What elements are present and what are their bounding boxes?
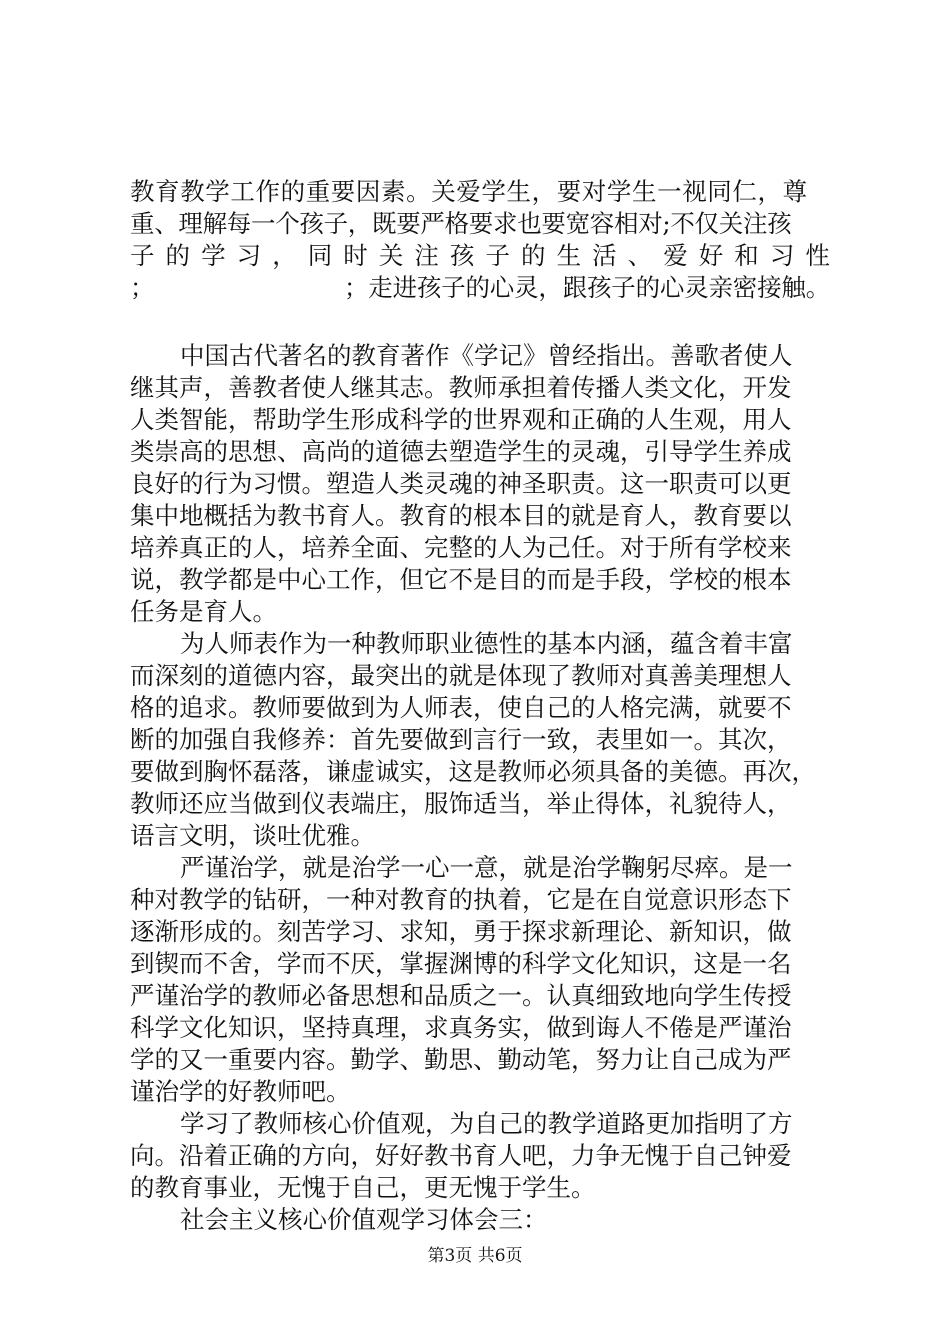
paragraph-line	[130, 208, 830, 240]
line-char: 习	[769, 241, 795, 270]
line-text: 类崇高的思想、高尚的道德去塑造学生的灵魂，引导学生养成	[130, 437, 792, 466]
line-text: 人类智能，帮助学生形成科学的世界观和正确的人生观，用人	[130, 405, 792, 434]
paragraph-line	[130, 724, 830, 756]
line-text: 为人师表作为一种教师职业德性的基本内涵，蕴含着丰富	[180, 629, 793, 658]
paragraph-6	[130, 1204, 830, 1236]
paragraph-line	[130, 564, 830, 596]
paragraph-line	[130, 340, 830, 372]
paragraph-line	[130, 176, 830, 208]
line-char: 习	[236, 241, 262, 270]
paragraph-line	[130, 948, 830, 980]
line-text: 谨治学的好教师吧。	[130, 1077, 351, 1106]
line-text: 严谨治学，就是治学一心一意，就是治学鞠躬尽瘁。是一	[180, 853, 793, 882]
line-text: 断的加强自我修养：首先要做到言行一致，表里如一。其次，	[130, 725, 792, 754]
line-text: 严谨治学的教师必备思想和品质之一。认真细致地向学生传授	[130, 981, 792, 1010]
paragraph-line	[130, 500, 830, 532]
paragraph-line	[130, 820, 830, 852]
line-char: 活	[592, 241, 617, 270]
line-text: 继其声，善教者使人继其志。教师承担着传播人类文化，开发	[130, 373, 792, 402]
paragraph-line	[130, 628, 830, 660]
line-text: 中国古代著名的教育著作《学记》曾经指出。善歌者使人	[180, 341, 793, 370]
paragraph-3	[130, 628, 830, 852]
line-text: 学的又一重要内容。勤学、勤思、勤动笔，努力让自己成为严	[130, 1045, 792, 1074]
line-char: 的	[521, 241, 546, 270]
line-text: 语言文明，谈吐优雅。	[130, 821, 375, 850]
line-text: 社会主义核心价值观学习体会三：	[180, 1205, 548, 1234]
line-text: 而深刻的道德内容，最突出的就是体现了教师对真善美理想人	[130, 661, 792, 690]
line-char: 生	[556, 241, 582, 270]
line-text: 集中地概括为教书育人。教育的根本目的就是育人，教育要以	[130, 501, 792, 530]
line-char: 、	[627, 241, 653, 270]
line-char: 好	[698, 241, 724, 270]
line-text: 要做到胸怀磊落，谦虚诚实，这是教师必须具备的美德。再次，	[130, 757, 816, 786]
line-char: 的	[165, 241, 191, 270]
line-char: 子	[485, 241, 510, 270]
paragraph-line	[130, 1108, 830, 1140]
line-text: 培养真正的人，培养全面、完整的人为己任。对于所有学校来	[130, 533, 792, 562]
paragraph-line	[130, 436, 830, 468]
paragraph-line	[130, 692, 830, 724]
line-char: 和	[734, 241, 759, 270]
line-char: 学	[201, 241, 226, 270]
line-char: 性	[805, 241, 830, 270]
paragraph-2	[130, 340, 830, 628]
paragraph-line	[130, 884, 830, 916]
paragraph-line	[130, 404, 830, 436]
paragraph-line	[130, 660, 830, 692]
page-footer	[0, 1245, 950, 1267]
line-text: ；走进孩子的心灵，跟孩子的心灵亲密接触。	[344, 273, 830, 302]
paragraph-line	[130, 1204, 830, 1236]
line-char: 子	[130, 241, 155, 270]
line-text: ；	[130, 273, 155, 302]
line-text: 学习了教师核心价值观，为自己的教学道路更加指明了方	[180, 1109, 793, 1138]
paragraph-line	[130, 596, 830, 628]
line-text: 说，教学都是中心工作，但它不是目的而是手段，学校的根本	[130, 565, 792, 594]
line-text: 向。沿着正确的方向，好好教书育人吧，力争无愧于自己钟爱	[130, 1141, 792, 1170]
line-char: 同	[307, 241, 333, 270]
line-char: 孩	[449, 241, 475, 270]
line-text: 到锲而不舍，学而不厌，掌握渊博的科学文化知识，这是一名	[130, 949, 792, 978]
paragraph-line	[130, 916, 830, 948]
paragraph-line	[130, 980, 830, 1012]
line-text: 格的追求。教师要做到为人师表，使自己的人格完满，就要不	[130, 693, 792, 722]
line-char: 爱	[663, 241, 688, 270]
line-text: 任务是育人。	[130, 597, 277, 626]
paragraph-line	[130, 1076, 830, 1108]
page-number: 第3页 共6页	[427, 1246, 523, 1266]
document-body	[130, 176, 830, 1236]
line-text: 的教育事业，无愧于自己，更无愧于学生。	[130, 1173, 596, 1202]
paragraph-line	[130, 1044, 830, 1076]
paragraph-line	[130, 852, 830, 884]
paragraph-5	[130, 1108, 830, 1204]
paragraph-line	[130, 272, 830, 304]
line-text: 科学文化知识，坚持真理，求真务实，做到诲人不倦是严谨治	[130, 1013, 792, 1042]
line-text: 教师还应当做到仪表端庄，服饰适当，举止得体，礼貌待人，	[130, 789, 792, 818]
line-char: 时	[343, 241, 368, 270]
paragraph-line	[130, 1140, 830, 1172]
paragraph-spacer	[130, 304, 830, 340]
paragraph-line	[130, 1172, 830, 1204]
paragraph-line	[130, 372, 830, 404]
line-text: 重、理解每一个孩子，既要严格要求也要宽容相对;不仅关注孩	[130, 209, 792, 238]
line-text: 种对教学的钻研，一种对教育的执着，它是在自觉意识形态下	[130, 885, 792, 914]
paragraph-line	[130, 240, 830, 272]
paragraph-1	[130, 176, 830, 304]
line-char: ，	[272, 241, 297, 270]
paragraph-4	[130, 852, 830, 1108]
paragraph-line	[130, 532, 830, 564]
paragraph-line	[130, 468, 830, 500]
line-text: 良好的行为习惯。塑造人类灵魂的神圣职责。这一职责可以更	[130, 469, 792, 498]
paragraph-line	[130, 1012, 830, 1044]
line-char: 关	[378, 241, 404, 270]
line-text: 逐渐形成的。刻苦学习、求知，勇于探求新理论、新知识，做	[130, 917, 792, 946]
paragraph-line	[130, 788, 830, 820]
line-text: 教育教学工作的重要因素。关爱学生，要对学生一视同仁，尊	[130, 177, 808, 206]
line-char: 注	[414, 241, 439, 270]
paragraph-line	[130, 756, 830, 788]
